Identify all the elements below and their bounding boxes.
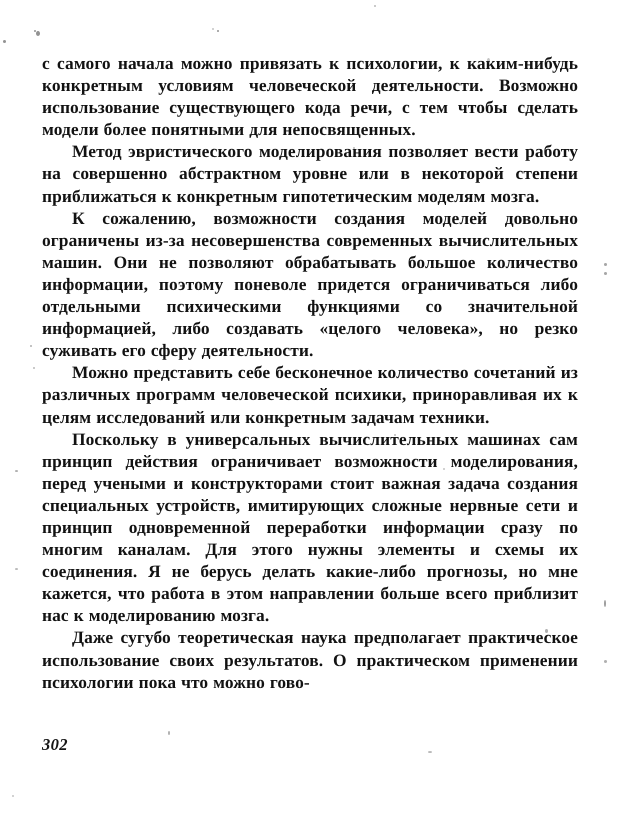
paragraph-theory-practice: Даже сугубо теоретическая наука предполагает практическое использование своих результатов. О практическом применении психологии пока что можно гово- [42, 627, 578, 692]
paragraph-universal-machines: Поскольку в универсальных вычислительных машинах сам принцип действия ограничивает возможности моделирования, перед учеными и конструкторами стоит важная задача создания специальных устройств, имитирующих сложные нервные сети и принцип одновременной переработки информации сразу по многим каналам. Для этого нужны элементы и схемы их соединения. Я не берусь делать какие-либо прогнозы, но мне кажется, что работа в этом направлении больше всего приблизит нас к моделированию мозга. [42, 428, 578, 626]
page-text-block [42, 52, 578, 693]
paragraph-combinations: Можно представить себе бесконечное количество сочетаний из различных программ человеческой психики, приноравливая их к целям исследований или конкретным задачам техники. [42, 362, 578, 427]
paragraph-continued: с самого начала можно привязать к психологии, к каким-нибудь конкретным условиям человеческой деятельности. Возможно использование существующего кода речи, с тем чтобы сделать модели более понятными для непосвященных. [42, 53, 578, 140]
page-number-folio: 302 [42, 735, 68, 754]
paragraph-heuristic-modeling: Метод эвристического моделирования позволяет вести работу на совершенно абстрактном уровне или в некоторой степени приближаться к конкретным гипотетическим моделям мозга. [42, 141, 578, 206]
paragraph-limitations: К сожалению, возможности создания моделей довольно ограничены из-за несовершенства современных вычислительных машин. Они не позволяют обрабатывать большое количество информации, поэтому поневоле придется ограничиваться либо отдельными психическими функциями со значительной информацией, либо создавать «целого человека», но резко суживать его сферу деятельности. [42, 207, 578, 361]
